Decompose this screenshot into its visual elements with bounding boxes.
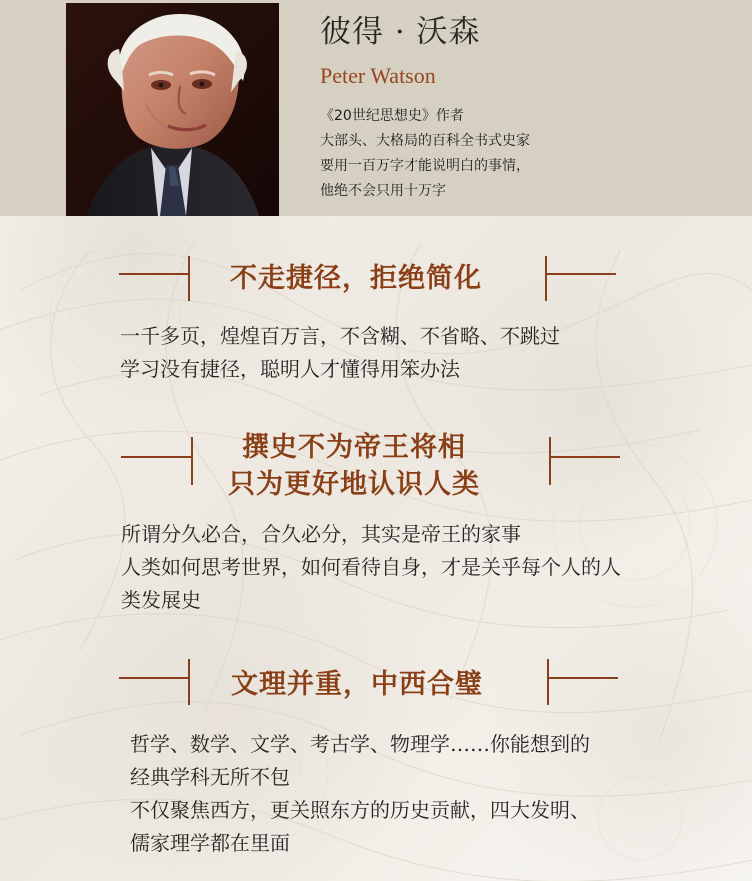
section-1-title: 不走捷径，拒绝简化 — [230, 263, 482, 294]
section-2-body-line-2: 人类如何思考世界，如何看待自身，才是关乎每个人的人 — [121, 555, 621, 579]
section-3-body — [130, 728, 590, 860]
section-2-left-rule-tick — [191, 437, 193, 485]
section-1-body-line-1: 一千多页，煌煌百万言，不含糊、不省略、不跳过 — [120, 324, 560, 348]
author-portrait-image — [66, 3, 279, 216]
section-1-body — [120, 320, 560, 386]
section-2-left-rule — [121, 456, 191, 458]
section-2-body-line-1: 所谓分久必合，合久必分，其实是帝王的家事 — [121, 522, 521, 546]
author-bio — [320, 104, 530, 204]
section-1-left-rule-tick — [188, 256, 190, 301]
author-header — [0, 0, 752, 216]
section-3-body-line-4: 儒家理学都在里面 — [130, 831, 290, 855]
section-2-body-line-3: 类发展史 — [121, 588, 201, 612]
section-3-title: 文理并重，中西合璧 — [231, 669, 483, 700]
section-1-body-line-2: 学习没有捷径，聪明人才懂得用笨办法 — [120, 357, 460, 381]
author-bio-line-4: 他绝不会只用十万字 — [320, 183, 446, 199]
section-3-right-rule-tick — [547, 659, 549, 705]
section-2-title-line-2: 只为更好地认识人类 — [228, 469, 480, 500]
section-2-body — [121, 518, 621, 617]
author-name-cn: 彼得 · 沃森 — [320, 14, 481, 50]
section-1-left-rule — [119, 273, 189, 275]
author-name-en: Peter Watson — [320, 63, 436, 88]
section-3-right-rule — [548, 677, 618, 679]
author-bio-line-1: 《20世纪思想史》作者 — [320, 108, 464, 124]
section-3-left-rule-tick — [188, 659, 190, 705]
section-1-right-rule — [546, 273, 616, 275]
section-3-body-line-2: 经典学科无所不包 — [130, 765, 290, 789]
author-portrait — [66, 3, 279, 216]
author-bio-line-2: 大部头、大格局的百科全书式史家 — [320, 133, 530, 149]
section-2-right-rule — [550, 456, 620, 458]
section-2-title-line-1: 撰史不为帝王将相 — [242, 432, 466, 463]
author-bio-line-3: 要用一百万字才能说明白的事情， — [320, 158, 530, 174]
section-3-body-line-1: 哲学、数学、文学、考古学、物理学……你能想到的 — [130, 732, 590, 756]
section-2-right-rule-tick — [549, 437, 551, 485]
section-3-left-rule — [119, 677, 189, 679]
section-1-right-rule-tick — [545, 256, 547, 301]
section-3-body-line-3: 不仅聚焦西方，更关照东方的历史贡献，四大发明、 — [130, 798, 590, 822]
